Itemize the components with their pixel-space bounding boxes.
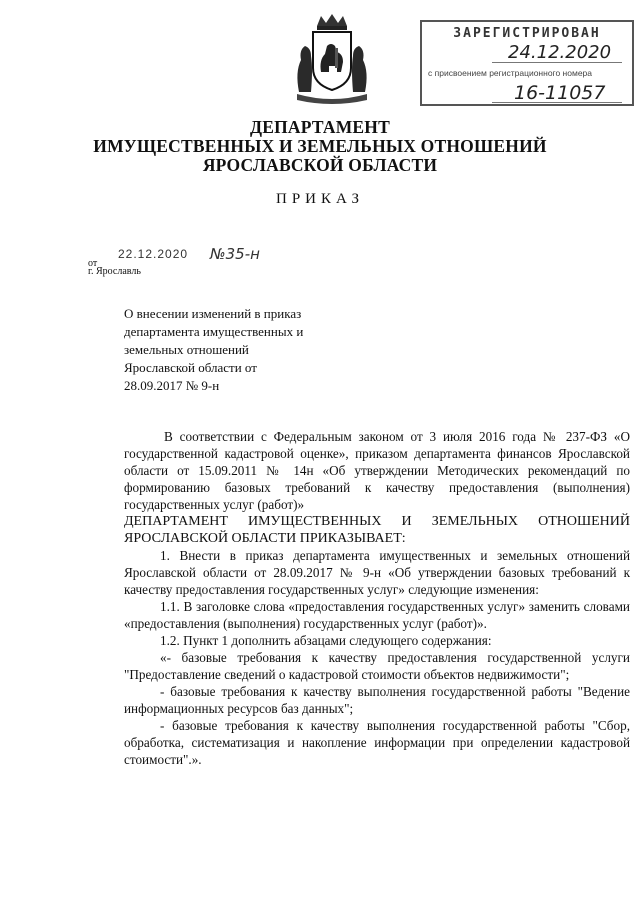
clause-1-1: 1.1. В заголовке слова «предоставления государственных услуг» заменить словами «предоставления (выполнения) государственных услуг (работ)». <box>124 599 630 631</box>
orders-statement: ДЕПАРТАМЕНТ ИМУЩЕСТВЕННЫХ И ЗЕМЕЛЬНЫХ ОТНОШЕНИЙ ЯРОСЛАВСКОЙ ОБЛАСТИ ПРИКАЗЫВАЕТ: <box>124 514 630 546</box>
clause-1-2: 1.2. Пункт 1 дополнить абзацами следующего содержания: <box>160 633 492 648</box>
subject-line: 28.09.2017 № 9-н <box>124 378 220 393</box>
order-date: 22.12.2020 <box>118 247 189 261</box>
order-number: №35-н <box>210 245 260 263</box>
order-body <box>124 428 630 768</box>
stamp-date: 24.12.2020 <box>508 42 612 63</box>
document-type: ПРИКАЗ <box>276 191 364 207</box>
department-line: ИМУЩЕСТВЕННЫХ И ЗЕМЕЛЬНЫХ ОТНОШЕНИЙ <box>93 136 547 156</box>
stamp-divider <box>492 62 622 63</box>
stamp-note: с присвоением регистрационного номера <box>428 68 592 78</box>
department-line: ЯРОСЛАВСКОЙ ОБЛАСТИ <box>202 155 438 175</box>
added-paragraph: - базовые требования к качеству выполнения государственной работы "Ведение информационных ресурсов баз данных"; <box>124 684 630 716</box>
stamp-title: ЗАРЕГИСТРИРОВАН <box>453 26 601 41</box>
subject-line: О внесении изменений в приказ <box>124 306 302 321</box>
date-label: от <box>88 258 98 269</box>
department-name <box>0 118 640 175</box>
subject-line: департамента имущественных и <box>124 324 304 339</box>
stamp-divider <box>492 102 622 103</box>
department-line: ДЕПАРТАМЕНТ <box>250 117 390 137</box>
coat-of-arms-emblem <box>289 12 375 108</box>
city: г. Ярославль <box>88 266 141 277</box>
clause-1: 1. Внести в приказ департамента имущественных и земельных отношений Ярославской области от 28.09.2017 № 9-н «Об утверждении базовых требований к качеству предоставления государственных услуг» следующие изменения: <box>124 548 630 597</box>
stamp-number: 16-11057 <box>514 82 606 104</box>
added-paragraph: - базовые требования к качеству выполнения государственной работы "Сбор, обработка, систематизация и накопление информации при определении кадастровой стоимости".». <box>124 718 630 767</box>
added-paragraph: «- базовые требования к качеству предоставления государственной услуги "Предоставление сведений о кадастровой стоимости объектов недвижимости"; <box>124 650 630 682</box>
subject-line: Ярославской области от <box>124 360 257 375</box>
preamble-paragraph: В соответствии с Федеральным законом от 3 июля 2016 года № 237-ФЗ «О государственной кадастровой оценке», приказом департамента финансов Ярославской области от 15.09.2011 № 14н «Об утверждении Методических рекомендаций по формированию базовых требований к качеству предоставления (выполнения) государственных услуг (работ)» <box>124 429 630 512</box>
subject-line: земельных отношений <box>124 342 249 357</box>
order-subject <box>124 305 384 395</box>
registration-stamp <box>420 20 634 106</box>
